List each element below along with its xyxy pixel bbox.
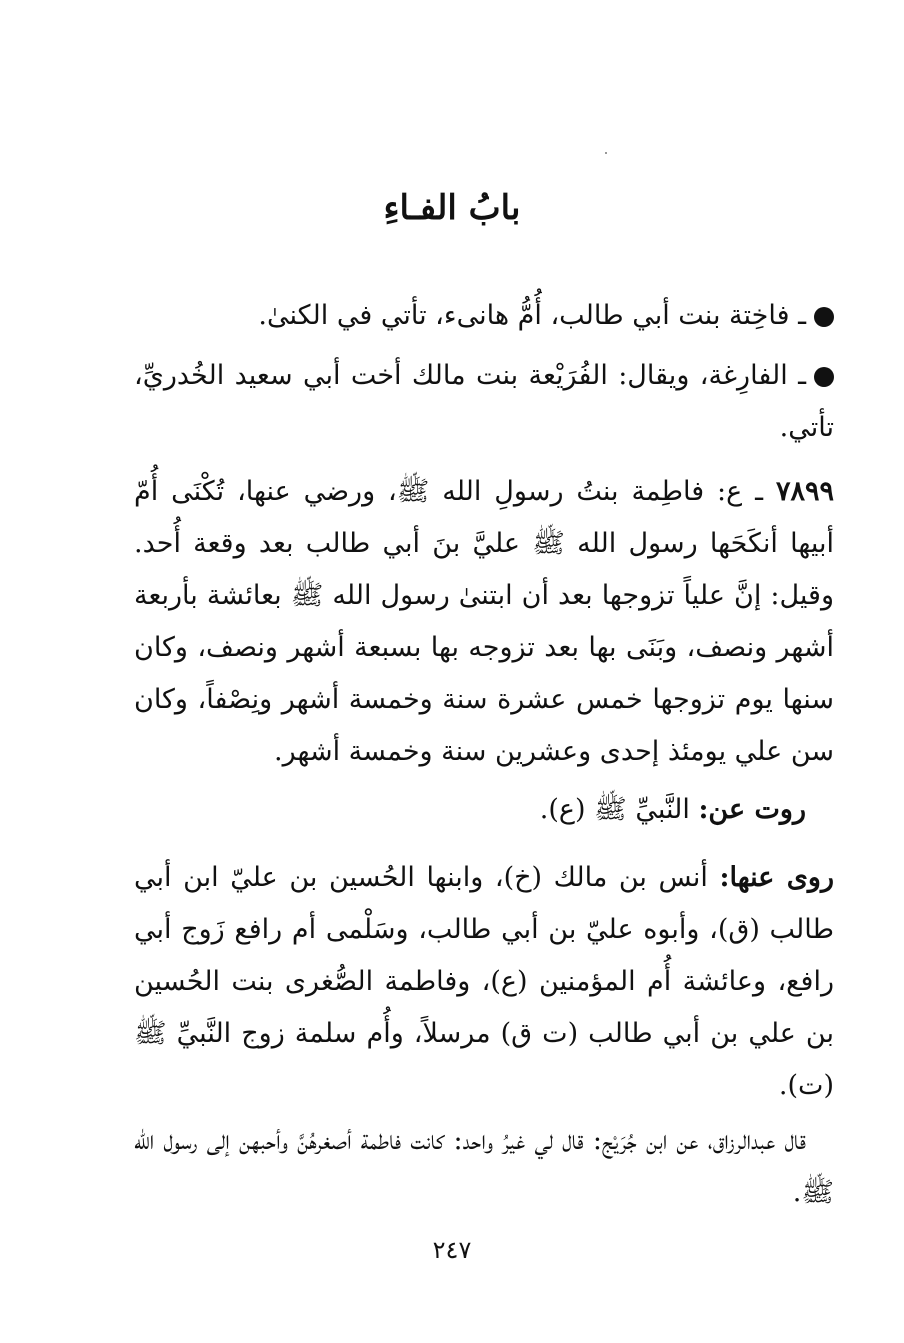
narrated-by-section bbox=[134, 852, 834, 1112]
cross-reference-entry-2 bbox=[134, 350, 834, 454]
quote-paragraph bbox=[134, 1115, 834, 1219]
cross-reference-entry-1 bbox=[134, 290, 834, 342]
entry-number: ٧٨٩٩ bbox=[775, 476, 834, 507]
narrated-by-text: أنس بن مالك (خ)، وابنها الحُسين بن عليّ ابن أبي طالب (ق)، وأبوه عليّ بن أبي طالب، وسَلْمى أم رافع زَوج أبي رافع، وعائشة أُم المؤمنين (ع)، وفاطمة الصُّغرى بنت الحُسين بن علي بن أبي طالب (ت ق) مرسلاً، وأُم سلمة زوج النَّبيِّ ﷺ (ت). bbox=[134, 862, 834, 1101]
section-title: بابُ الفـاءِ bbox=[383, 188, 521, 228]
quote-text: قال عبدالرزاق، عن ابن جُرَيْج: قال لي غيرُ واحد: كانت فاطمة أصغرهُنَّ وأحبهن إلى رسول الله ﷺ. bbox=[134, 1125, 834, 1208]
page-number: ٢٤٧ bbox=[432, 1236, 472, 1264]
narrated-from-section bbox=[134, 784, 834, 836]
biography-text: ـ ع: فاطِمة بنتُ رسولِ الله ﷺ، ورضي عنها، تُكْنَى أُمّ أبيها أنكَحَها رسول الله ﷺ عليَّ بنَ أبي طالب بعد وقعة أُحد. وقيل: إنَّ علياً تزوجها بعد أن ابتنىٰ رسول الله ﷺ بعائشة بأربعة أشهر ونصف، وبَنَى بها بعد تزوجه بها بسبعة أشهر ونصف، وكان سنها يوم تزوجها خمس عشرة سنة وخمسة أشهر ونِصْفاً، وكان سن علي يومئذ إحدى وعشرين سنة وخمسة أشهر. bbox=[134, 476, 834, 767]
narrated-from-text: النَّبيِّ ﷺ (ع). bbox=[539, 794, 690, 825]
narrated-from-label: روت عن: bbox=[698, 794, 806, 825]
entry-text: ـ الفارِغة، ويقال: الفُرَيْعة بنت مالك أخت أبي سعيد الخُدريِّ، تأتي. bbox=[134, 360, 834, 443]
print-speck bbox=[605, 152, 607, 154]
entry-text: ـ فاخِتة بنت أبي طالب، أُمُّ هانىء، تأتي في الكنىٰ. bbox=[258, 300, 806, 331]
bullet-icon bbox=[814, 307, 834, 327]
biography-entry bbox=[134, 466, 834, 778]
bullet-icon bbox=[814, 367, 834, 387]
narrated-by-label: روى عنها: bbox=[719, 862, 834, 893]
